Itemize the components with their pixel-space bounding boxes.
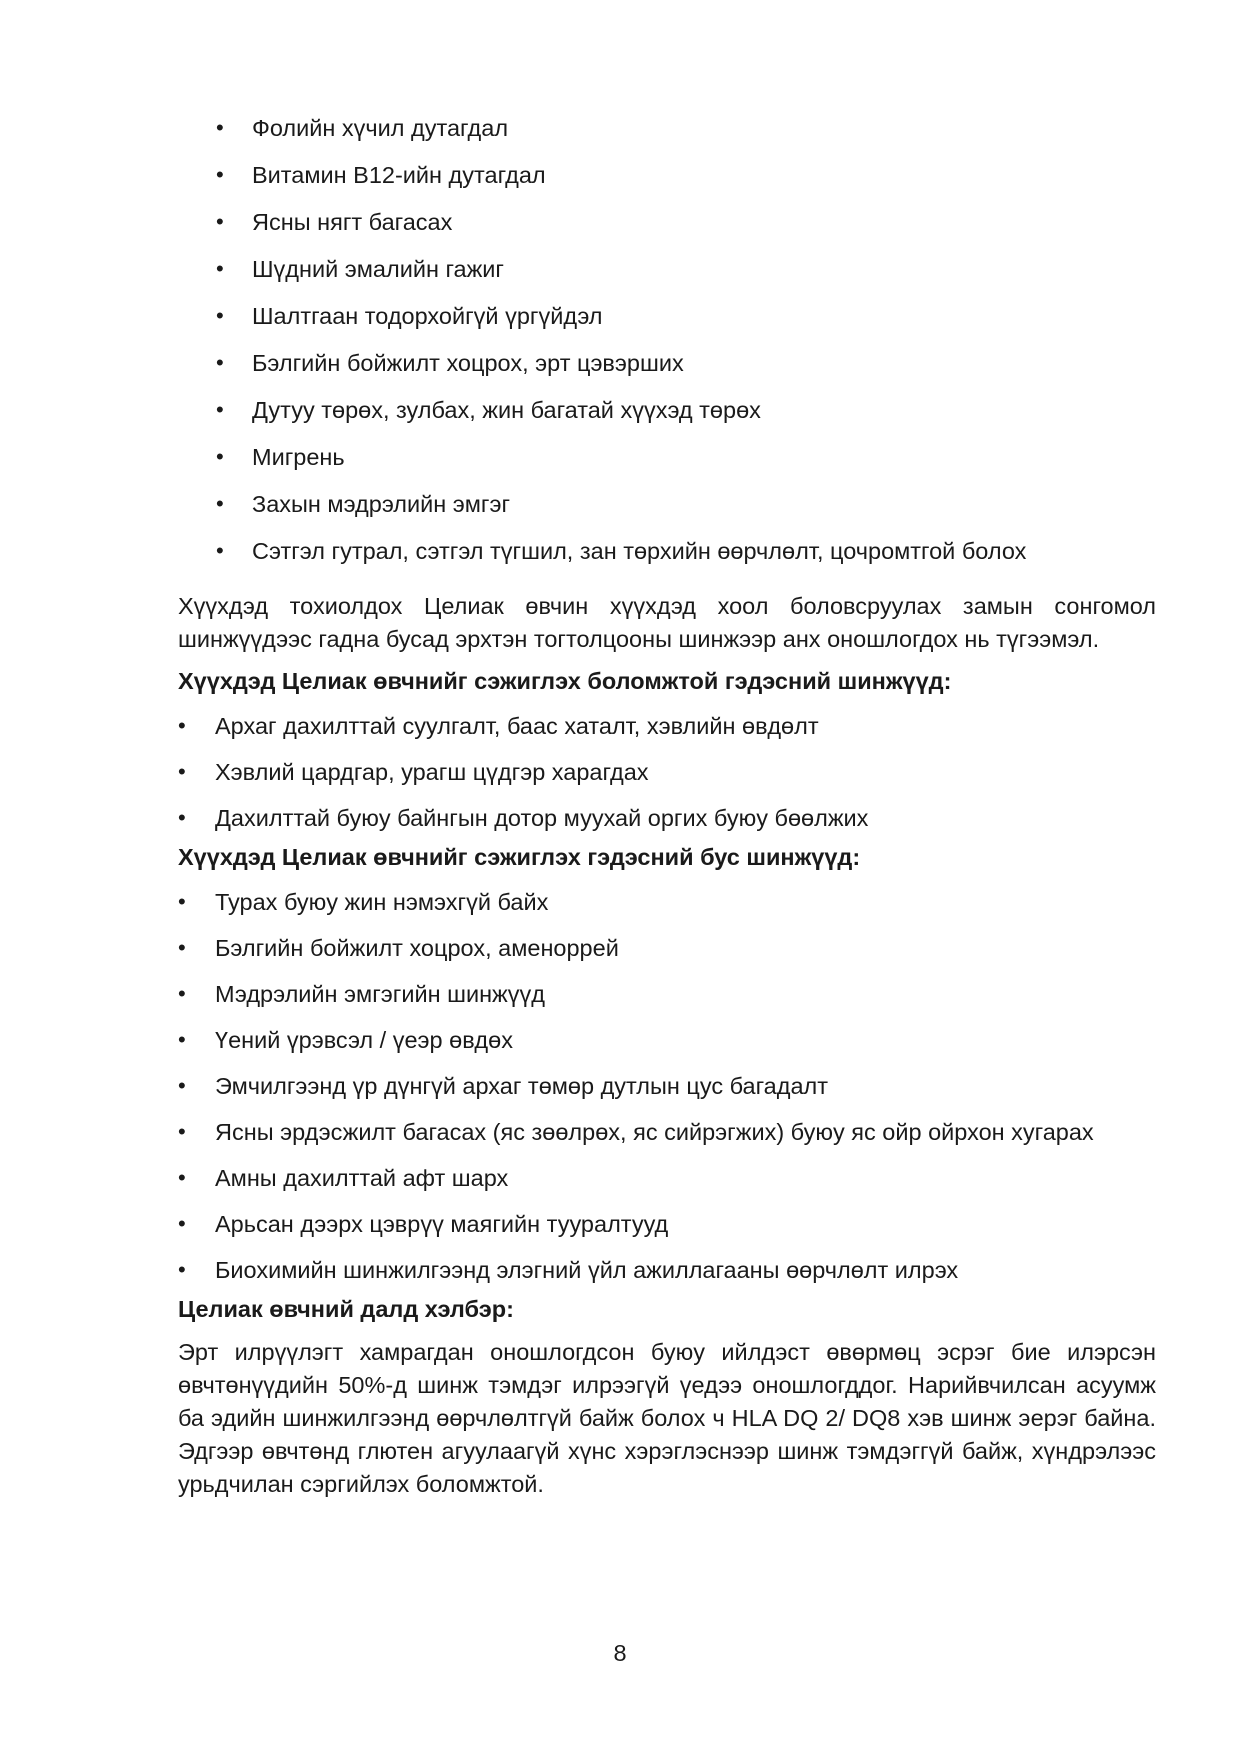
list-item: • Турах буюу жин нэмэхгүй байх bbox=[178, 886, 1156, 918]
bullet: • bbox=[178, 759, 186, 784]
gi-signs-list bbox=[178, 710, 1156, 834]
bullet: • bbox=[216, 538, 224, 563]
bullet: • bbox=[216, 209, 224, 234]
list-item: • Мигрень bbox=[216, 444, 345, 470]
bullet: • bbox=[178, 1211, 186, 1236]
bullet: • bbox=[178, 1073, 186, 1098]
list-item: • Эмчилгээнд үр дүнгүй архаг төмөр дутлын цус багадалт bbox=[178, 1070, 1156, 1102]
list-item: • Сэтгэл гутрал, сэтгэл түгшил, зан төрхийн өөрчлөлт, цочромтгой болох bbox=[216, 538, 1027, 564]
list-item: • Дутуу төрөх, зулбах, жин багатай хүүхэд төрөх bbox=[216, 397, 761, 423]
list-item: • Шүдний эмалийн гажиг bbox=[216, 256, 504, 282]
list-item: • Витамин B12-ийн дутагдал bbox=[216, 162, 546, 188]
bullet: • bbox=[178, 1165, 186, 1190]
latent-form-paragraph: Эрт илрүүлэгт хамрагдан оношлогдсон буюу ийлдэст өвөрмөц эсрэг бие илэрсэн өвчтөнүүдийн 50%-д шинж тэмдэг илрээгүй үедээ оношлогддог. Нарийвчилсан асуумж ба эдийн шинжилгээнд өөрчлөлтгүй байж болох ч HLA DQ 2/ DQ8 хэв шинж эерэг байна. Эдгээр өвчтөнд глютен агуулаагүй хүнс хэрэглэснээр шинж тэмдэггүй байж, хүндрэлээс урьдчилан сэргийлэх боломжтой. bbox=[178, 1339, 1156, 1497]
bullet: • bbox=[216, 256, 224, 281]
bullet: • bbox=[178, 889, 186, 914]
page-number: 8 bbox=[613, 1640, 627, 1666]
list-item: • Бэлгийн бойжилт хоцрох, аменоррей bbox=[178, 932, 1156, 964]
list-item: • Мэдрэлийн эмгэгийн шинжүүд bbox=[178, 978, 1156, 1010]
list-item: • Фолийн хүчил дутагдал bbox=[216, 115, 509, 141]
list-item: • Бэлгийн бойжилт хоцрох, эрт цэвэрших bbox=[216, 350, 684, 376]
bullet: • bbox=[216, 491, 224, 516]
latent-form-heading: Целиак өвчний далд хэлбэр: bbox=[178, 1296, 514, 1322]
bullet: • bbox=[178, 1027, 186, 1052]
bullet: • bbox=[178, 1257, 186, 1282]
bullet: • bbox=[178, 981, 186, 1006]
bullet: • bbox=[216, 397, 224, 422]
bullet: • bbox=[216, 303, 224, 328]
bullet: • bbox=[216, 162, 224, 187]
list-item: • Шалтгаан тодорхойгүй үргүйдэл bbox=[216, 303, 603, 329]
indented-symptom-list bbox=[216, 114, 1096, 584]
gi-signs-heading: Хүүхдэд Целиак өвчнийг сэжиглэх боломжтой гэдэсний шинжүүд: bbox=[178, 668, 952, 694]
list-item: • Хэвлий цардгар, урагш цүдгэр харагдах bbox=[178, 756, 1156, 788]
bullet: • bbox=[178, 935, 186, 960]
list-item: • Арьсан дээрх цэврүү маягийн тууралтууд bbox=[178, 1208, 1156, 1240]
list-item: • Архаг дахилттай суулгалт, баас хаталт, хэвлийн өвдөлт bbox=[178, 710, 1156, 742]
non-gi-signs-heading: Хүүхдэд Целиак өвчнийг сэжиглэх гэдэсний бус шинжүүд: bbox=[178, 844, 861, 870]
bullet: • bbox=[178, 805, 186, 830]
non-gi-signs-list bbox=[178, 886, 1156, 1286]
bullet: • bbox=[178, 1119, 186, 1144]
list-item: • Үений үрэвсэл / үеэр өвдөх bbox=[178, 1024, 1156, 1056]
list-item: • Биохимийн шинжилгээнд элэгний үйл ажиллагааны өөрчлөлт илрэх bbox=[178, 1254, 1156, 1286]
list-item: • Амны дахилттай афт шарх bbox=[178, 1162, 1156, 1194]
main-text-flow bbox=[178, 590, 1156, 1501]
bullet: • bbox=[216, 115, 224, 140]
bullet: • bbox=[216, 350, 224, 375]
bullet: • bbox=[216, 444, 224, 469]
children-paragraph: Хүүхдэд тохиолдох Целиак өвчин хүүхдэд хоол боловсруулах замын сонгомол шинжүүдээс гадна бусад эрхтэн тогтолцооны шинжээр анх оношлогдох нь түгээмэл. bbox=[178, 593, 1156, 652]
list-item: • Ясны эрдэсжилт багасах (яс зөөлрөх, яс сийрэгжих) буюу яс ойр ойрхон хугарах bbox=[178, 1116, 1115, 1148]
list-item: • Захын мэдрэлийн эмгэг bbox=[216, 491, 511, 517]
list-item: • Ясны нягт багасах bbox=[216, 209, 453, 235]
bullet: • bbox=[178, 713, 186, 738]
list-item: • Дахилттай буюу байнгын дотор муухай оргих буюу бөөлжих bbox=[178, 802, 1156, 834]
